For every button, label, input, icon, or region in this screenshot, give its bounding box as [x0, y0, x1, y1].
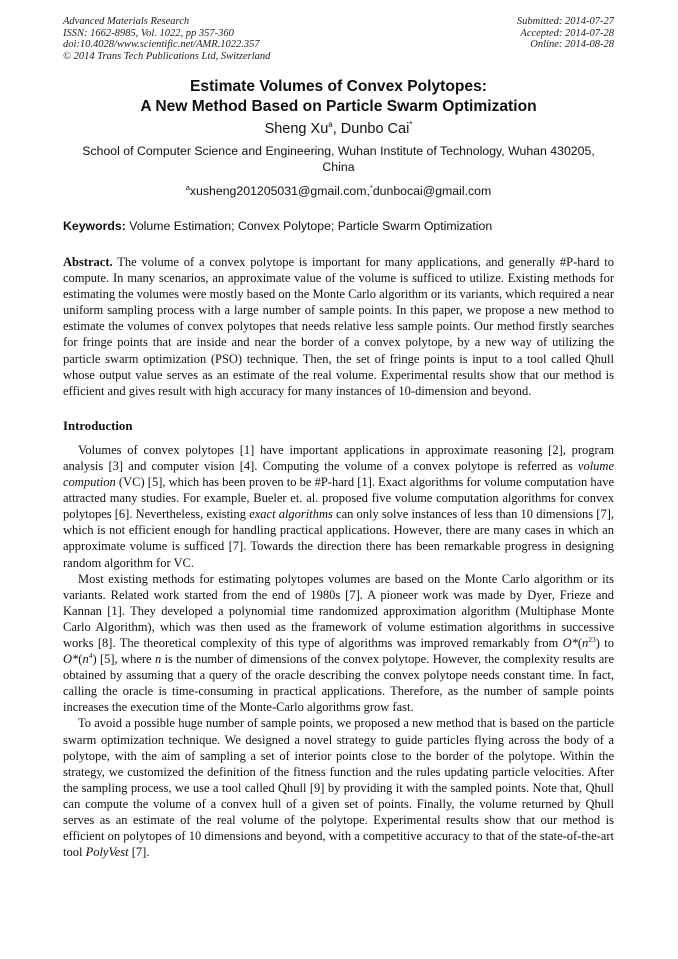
introduction-body [63, 442, 614, 860]
paragraph [63, 442, 614, 571]
date-online: Online: 2014-08-28 [530, 39, 614, 50]
text-run: Volumes of convex polytopes [1] have important applications in approximate reasoning [2], program analysis [3] and computer vision [4]. Computing the volume of a convex polytope is referred as [63, 442, 614, 473]
text-run: (VC) [5], which has been proven to be #P-hard [1]. Exact algorithms for volume computation have attracted many studies. For example, Bueler et. al. proposed five volume computation algorithms for convex polytopes [6]. Nevertheless, existing [63, 475, 614, 522]
math-exponent: 23 [588, 634, 596, 644]
text-run: ) to [595, 635, 614, 650]
text-run: Most existing methods for estimating polytopes volumes are based on the Monte Carlo algorithm or its variants. Related work started from the end of 1980s [7]. A pioneer work was made by Dyer, Frieze and Kannan [1]. They developed a polynomial time randomized approximation algorithm (Multiphase Monte Carlo Algorithm), which was then used as the framework of volume estimation algorithms in successive works [8]. The theoretical complexity of this type of algorithms was improved remarkably from [63, 571, 614, 650]
author-mark: a [328, 120, 333, 130]
affiliation-line: School of Computer Science and Engineering, Wuhan Institute of Technology, Wuhan 430205, [82, 144, 595, 158]
date-submitted: Submitted: 2014-07-27 [516, 16, 614, 27]
author-mark: * [409, 120, 413, 130]
journal-issn: ISSN: 1662-8985, Vol. 1022, pp 357-360 [63, 27, 234, 39]
affiliation [63, 144, 614, 175]
abstract [63, 254, 614, 399]
abstract-text: The volume of a convex polytope is important for many applications, and generally #P-hard to compute. In many scenarios, an approximate value of the volume is sufficed to utilize. Existing methods for estimating the volumes were mostly based on the Monte Carlo algorithm or its variants, which required a near uniform sampling process with a large number of sample points. In this paper, we propose a new method to estimate the volumes of convex polytopes that needs relative less sample points. Our method firstly searches for fringe points that are inside and near the border of a convex polytope, by a new way of utilizing the particle swarm optimization (PSO) technique. Then, the set of fringe points is input to a tool called Qhull whose output value serves as an estimate of the real volume. Experimental results show that our method is efficient and gives result with high accuracy for many instances of 10-dimension and beyond. [63, 255, 614, 398]
publication-dates [517, 16, 614, 62]
text-run: [7]. [128, 845, 150, 860]
math-italic: O* [63, 652, 79, 667]
author-name: Sheng Xu [264, 121, 329, 137]
keywords-text: Volume Estimation; Convex Polytope; Particle Swarm Optimization [125, 219, 493, 233]
email-mark: * [369, 182, 373, 192]
email-mark: a [185, 182, 190, 192]
journal-name: Advanced Materials Research [63, 16, 190, 27]
section-heading: Introduction [63, 418, 133, 433]
math-exponent: 4 [88, 650, 93, 660]
author-list [63, 120, 614, 139]
text-run: is the number of dimensions of the convex polytope. However, the complexity results are obtained by assuming that a query of the oracle describing the convex polytope needs constant time. In fact, calling the oracle is time-consuming in practical applications. Therefore, as the number of sample points increases the execution time of the Monte-Carlo algorithms grow fast. [63, 652, 615, 715]
affiliation-line: China [322, 159, 355, 174]
text-run: can only solve instances of less than 10 dimensions [7], which is not efficient enough for handling practical applications. However, there are many cases in which an approximate volume is sufficed [7]. Towards the direction there has been remarkable progress in designing random algorithm for VC. [63, 507, 615, 570]
abstract-label: Abstract. [63, 255, 113, 269]
title-line-1: Estimate Volumes of Convex Polytopes: [190, 78, 487, 95]
journal-info [63, 16, 270, 62]
keywords [63, 219, 614, 234]
term-italic: volume compution [63, 458, 614, 490]
term-italic: PolyVest [85, 845, 129, 860]
paragraph: Most existing methods for estimating polytopes volumes are based on the Monte Carlo algorithm or its variants. Related work started from the end of 1980s [7]. A pioneer work was made by Dyer, Frieze and Kannan [1]. They developed a polynomial time randomized approximation algorithm (Multiphase Monte Carlo Algorithm), which was then used as the framework of volume estimation algorithms in successive works [8]. The theoretical complexity of this type of algorithms was improved remarkably from $O*(n^{23})$ to $O*(n^4)$ [5], where n is the number of dimensions of the convex polytope. However, the complexity results are obtained by assuming that a query of the oracle describing the convex polytope needs constant time. In fact, calling the oracle is time-consuming in practical applications. Therefore, as the number of sample points increases the execution time of the Monte-Carlo algorithms grow fast. [63, 571, 615, 715]
journal-copyright: © 2014 Trans Tech Publications Ltd, Switzerland [63, 50, 271, 62]
math-italic: n [582, 635, 589, 650]
email-address: dunbocai@gmail.com [372, 184, 492, 198]
math-italic: n [82, 652, 89, 667]
author-separator: , [332, 121, 341, 137]
title-line-2: A New Method Based on Particle Swarm Optimization [140, 98, 537, 115]
paper-title [63, 77, 614, 117]
author-emails [63, 184, 614, 199]
text-run: ) [5], where [92, 652, 155, 667]
journal-doi: doi:10.4028/www.scientific.net/AMR.1022.357 [63, 39, 260, 50]
email-address: xusheng201205031@gmail.com, [189, 184, 370, 198]
journal-header [63, 16, 614, 62]
math-italic: O* [562, 635, 578, 650]
date-accepted: Accepted: 2014-07-28 [520, 27, 614, 39]
keywords-label: Keywords: [63, 219, 126, 233]
author-name: Dunbo Cai [340, 121, 410, 137]
term-italic: exact algorithms [249, 507, 333, 522]
text-run: To avoid a possible huge number of sample points, we proposed a new method that is based on the particle swarm optimization technique. We designed a novel strategy to guide particles flying across the body of a polytope, with the aim of sampling a set of interior points close to the border of the polytope. Within the strategy, we customized the definition of the fitness function and the rules updating particle velocities. After the sampling process, we use a tool called Qhull [9] by providing it with the sampled points. Note that, Qhull can compute the volume of a convex hull of a given set of points. Finally, the volume returned by Qhull serves as an estimate of the real volume of the polytope. Experimental results show that our method is efficient on polytopes of 10 dimensions and beyond, with a competitive accuracy to that of the state-of-the-art tool [63, 716, 614, 860]
math-italic: n [154, 652, 162, 667]
paragraph [63, 715, 614, 860]
